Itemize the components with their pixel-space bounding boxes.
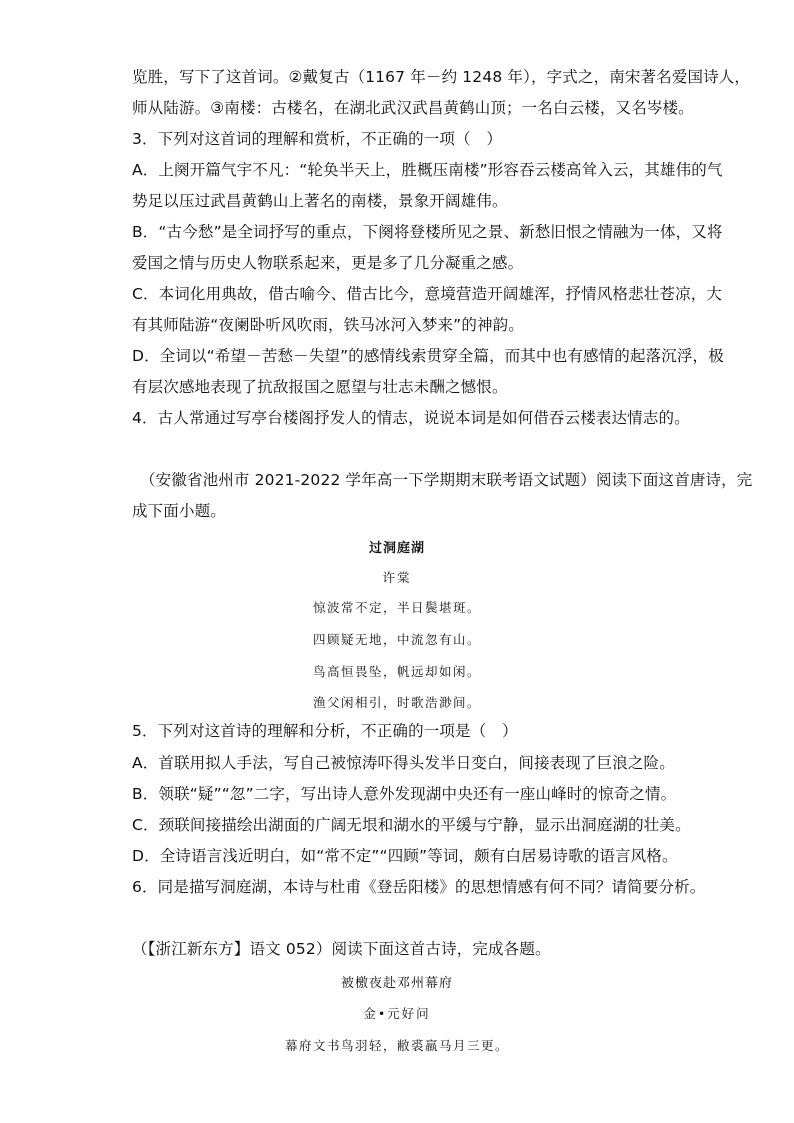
poem-line: 四顾疑无地，中流忽有山。 (312, 632, 481, 647)
question-5-option-a: A．首联用拟人手法，写自己被惊涛吓得头发半日变白，间接表现了巨浪之险。 (132, 754, 675, 772)
question-3-option-d-cont: 有层次感地表现了抗敌报国之愿望与壮志未酬之憾恨。 (132, 378, 508, 396)
question-3-option-b: B．“古今愁”是全词抒写的重点，下阕将登楼所见之景、新愁旧恨之情融为一体，又将 (132, 223, 723, 241)
question-3-stem: 3．下列对这首词的理解和赏析，不正确的一项（ ） (132, 130, 502, 148)
question-5-option-b: B．领联“疑”“忽”二字，写出诗人意外发现湖中央还有一座山峰时的惊奇之情。 (132, 785, 677, 803)
question-5-option-d: D．全诗语言浅近明白，如“常不定”“四顾”等词，颇有白居易诗歌的语言风格。 (132, 847, 678, 865)
poem-author: 金•元好问 (363, 1006, 431, 1021)
poem-title: 被檄夜赴邓州幕府 (340, 976, 453, 991)
question-3-option-a: A．上阕开篇气宇不凡：“轮奂半天上，胜概压南楼”形容吞云楼高耸入云，其雄伟的气 (132, 161, 723, 179)
section-intro: （【浙江新东方】语文 052）阅读下面这首古诗，完成各题。 (132, 940, 551, 958)
annotation-line: 师从陆游。③南楼：古楼名，在湖北武汉武昌黄鹤山顶；一名白云楼，又名岑楼。 (132, 99, 694, 117)
poem-line: 惊波常不定，半日鬓堪斑。 (312, 600, 481, 615)
poem-line: 鸟高恒畏坠，帆远却如闲。 (312, 664, 481, 679)
question-3-option-a-cont: 势足以压过武昌黄鹤山上著名的南楼，景象开阔雄伟。 (132, 192, 508, 210)
poem-line: 幕府文书鸟羽轻，敝裘羸马月三更。 (284, 1038, 509, 1053)
question-5-option-c: C．颈联间接描绘出湖面的广阔无垠和湖水的平缓与宁静，显示出洞庭湖的壮美。 (132, 816, 691, 834)
section-intro-cont: 成下面小题。 (132, 502, 226, 520)
poem-title: 过洞庭湖 (368, 541, 425, 556)
question-5-stem: 5．下列对这首诗的理解和分析，不正确的一项是（ ） (132, 722, 518, 740)
question-3-option-c: C．本词化用典故，借古喻今、借古比今，意境营造开阔雄浑，抒情风格悲壮苍凉，大 (132, 285, 723, 303)
question-3-option-c-cont: 有其师陆游“夜阑卧听风吹雨，铁马冰河入梦来”的神韵。 (132, 316, 524, 334)
question-4-stem: 4．古人常通过写亭台楼阁抒发人的情志，说说本词是如何借吞云楼表达情志的。 (132, 409, 690, 427)
question-6-stem: 6．同是描写洞庭湖，本诗与杜甫《登岳阳楼》的思想情感有何不同？请简要分析。 (132, 878, 706, 896)
question-3-option-d: D．全词以“希望－苦愁－失望”的感情线索贯穿全篇，而其中也有感情的起落沉浮，极 (132, 347, 724, 365)
section-intro: （安徽省池州市 2021-2022 学年高一下学期期末联考语文试题）阅读下面这首唐诗，完 (140, 471, 753, 489)
poem-line: 渔父闲相引，时歌浩渺间。 (312, 695, 481, 710)
annotation-line: 览胜，写下了这首词。②戴复古（1167 年－约 1248 年），字式之，南宋著名爱国诗人， (132, 68, 751, 86)
question-3-option-b-cont: 爱国之情与历史人物联系起来，更是多了几分凝重之感。 (132, 254, 524, 272)
poem-author: 许棠 (382, 570, 412, 585)
